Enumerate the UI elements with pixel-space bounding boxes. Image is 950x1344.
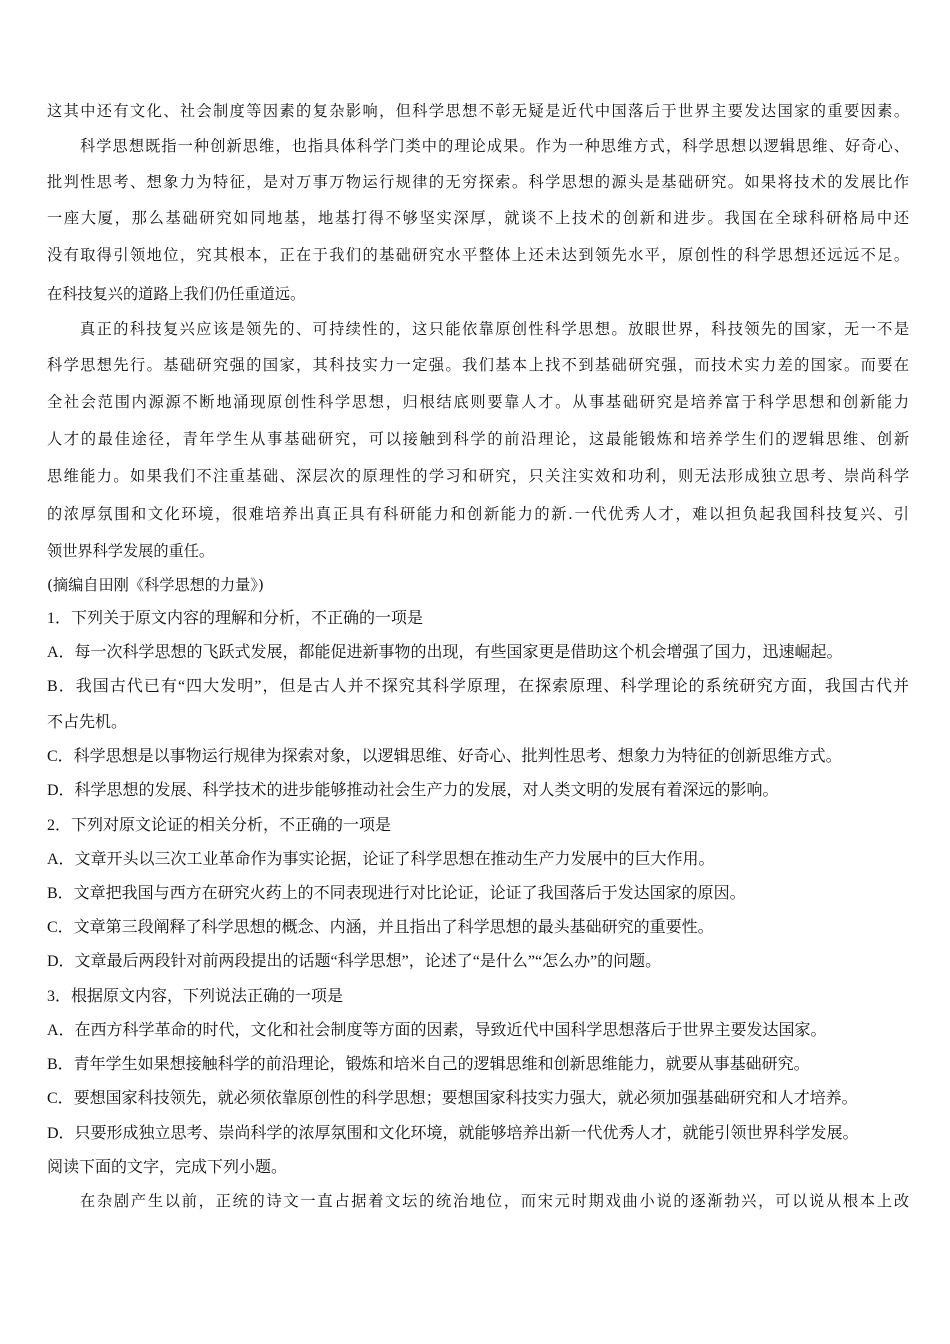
passage1-line-3: 批判性思考、想象力为特征，是对万事万物运行规律的无穷探索。科学思想的源头是基础研究。如果将技术的发展比作 bbox=[47, 173, 909, 191]
passage1-line-9: 全社会范围内源源不断地涌现原创性科学思想，归根结底则要靠人才。从事基础研究是培养富于科学思想和创新能力 bbox=[47, 393, 909, 411]
question-3-option-a: A．在西方科学革命的时代，文化和社会制度等方面的因素，导致近代中国科学思想落后于世界主要发达国家。 bbox=[47, 1022, 827, 1039]
passage1-line-11: 思维能力。如果我们不注重基础、深层次的原理性的学习和研究，只关注实效和功利，则无法形成独立思考、崇尚科学 bbox=[47, 467, 909, 485]
passage1-line-13: 领世界科学发展的重任。 bbox=[47, 542, 215, 560]
passage1-line-12: 的浓厚氛围和文化环境，很难培养出真正具有科研能力和创新能力的新.一代优秀人才，难以担负起我国科技复兴、引 bbox=[47, 505, 909, 523]
question-2-stem: 2．下列对原文论证的相关分析，不正确的一项是 bbox=[47, 817, 392, 834]
passage1-line-8: 科学思想先行。基础研究强的国家，其科技实力一定强。我们基本上找不到基础研究强，而技术实力差的国家。而要在 bbox=[47, 356, 909, 374]
passage2-line-1: 在杂剧产生以前，正统的诗文一直占据着文坛的统治地位，而宋元时期戏曲小说的逐渐勃兴，可以说从根本上改 bbox=[80, 1192, 909, 1210]
question-1-option-a: A．每一次科学思想的飞跃式发展，都能促进新事物的出现，有些国家更是借助这个机会增强了国力，迅速崛起。 bbox=[47, 644, 843, 661]
passage1-line-5: 没有取得引领地位，究其根本，正在于我们的基础研究水平整体上还未达到领先水平，原创性的科学思想还远远不足。 bbox=[47, 246, 909, 264]
reading-instruction: 阅读下面的文字，完成下列小题。 bbox=[47, 1159, 288, 1176]
question-2-option-d: D．文章最后两段针对前两段提出的话题“科学思想”，论述了“是什么”“怎么办”的问题。 bbox=[47, 953, 662, 970]
passage1-line-6: 在科技复兴的道路上我们仍任重道远。 bbox=[47, 285, 306, 303]
question-1-option-c: C．科学思想是以事物运行规律为探索对象，以逻辑思维、好奇心、批判性思考、想象力为特征的创新思维方式。 bbox=[47, 748, 842, 765]
passage1-source: (摘编自田刚《科学思想的力量》) bbox=[47, 576, 264, 594]
question-1-option-d: D．科学思想的发展、科学技术的进步能够推动社会生产力的发展，对人类文明的发展有着深远的影响。 bbox=[47, 782, 779, 799]
question-1-stem: 1．下列关于原文内容的理解和分析，不正确的一项是 bbox=[47, 610, 424, 627]
question-2-option-b: B．文章把我国与西方在研究火药上的不同表现进行对比论证，论证了我国落后于发达国家的原因。 bbox=[47, 885, 746, 902]
question-2-option-a: A．文章开头以三次工业革命作为事实论据，论证了科学思想在推动生产力发展中的巨大作用。 bbox=[47, 851, 715, 868]
question-3-stem: 3．根据原文内容，下列说法正确的一项是 bbox=[47, 988, 344, 1005]
question-3-option-b: B．青年学生如果想接触科学的前沿理论，锻炼和培米自己的逻辑思维和创新思维能力，就要从事基础研究。 bbox=[47, 1056, 810, 1073]
question-3-option-c: C．要想国家科技领先，就必须依靠原创性的科学思想；要想国家科技实力强大，就必须加强基础研究和人才培养。 bbox=[47, 1090, 858, 1107]
passage1-line-10: 人才的最佳途径，青年学生从事基础研究，可以接触到科学的前沿理论，这最能锻炼和培养学生们的逻辑思维、创新 bbox=[47, 430, 909, 448]
passage1-line-4: 一座大厦，那么基础研究如同地基，地基打得不够坚实深厚，就谈不上技术的创新和进步。我国在全球科研格局中还 bbox=[47, 209, 909, 227]
passage1-line-1: 这其中还有文化、社会制度等因素的复杂影响，但科学思想不彰无疑是近代中国落后于世界主要发达国家的重要因素。 bbox=[47, 102, 909, 120]
question-3-option-d: D．只要形成独立思考、崇尚科学的浓厚氛围和文化环境，就能够培养出新一代优秀人才，就能引领世界科学发展。 bbox=[47, 1125, 859, 1142]
passage1-line-7: 真正的科技复兴应该是领先的、可持续性的，这只能依靠原创性科学思想。放眼世界，科技领先的国家，无一不是 bbox=[80, 320, 909, 338]
passage1-line-2: 科学思想既指一种创新思维，也指具体科学门类中的理论成果。作为一种思维方式，科学思想以逻辑思维、好奇心、 bbox=[80, 137, 909, 155]
question-1-option-b: B．我国古代已有“四大发明”，但是古人并不探究其科学原理，在探索原理、科学理论的系统研究方面，我国古代并 bbox=[47, 678, 909, 695]
question-1-option-b-cont: 不占先机。 bbox=[47, 714, 128, 731]
question-2-option-c: C．文章第三段阐释了科学思想的概念、内涵，并且指出了科学思想的最头基础研究的重要性。 bbox=[47, 919, 714, 936]
